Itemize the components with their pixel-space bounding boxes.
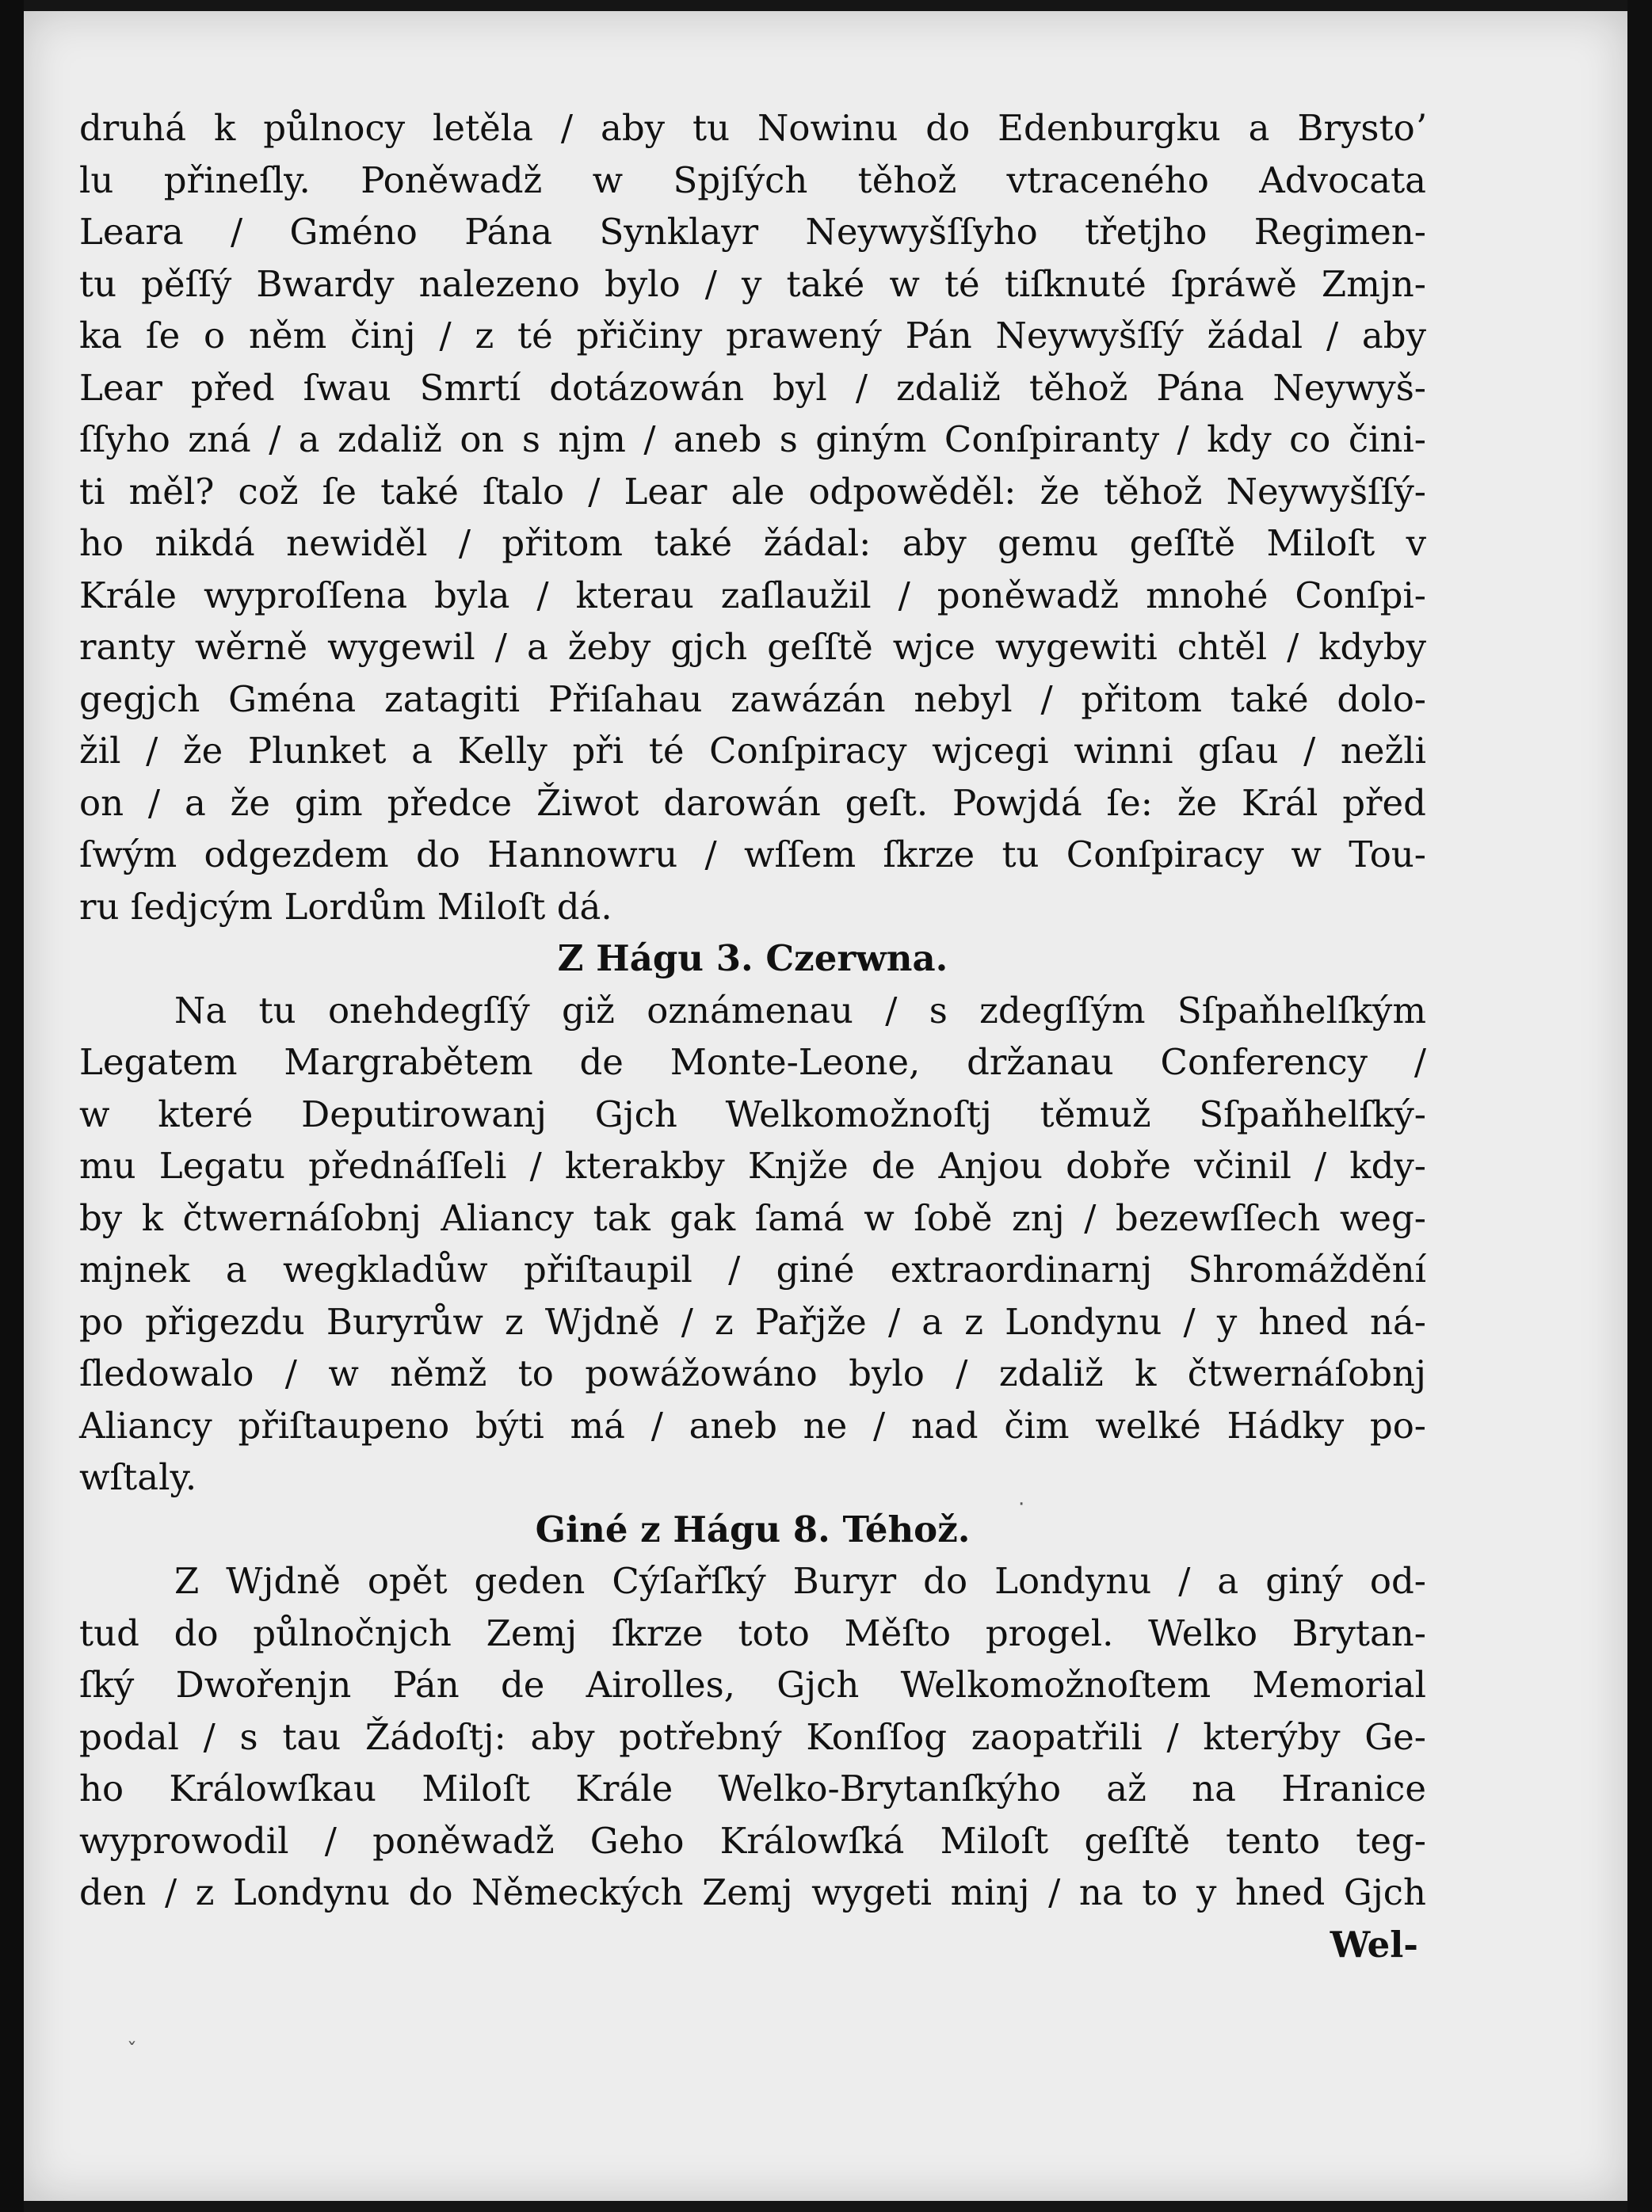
text-line: ſký Dwořenjn Pán de Airolles, Gjch Welkomožnoſtem Memorial <box>79 1664 1426 1706</box>
text-line: lu přineſly. Poněwadž w Spjſých těhož vtraceného Advocata <box>79 158 1426 201</box>
paragraph-3 <box>79 1555 1426 1919</box>
page-text <box>79 102 1426 1970</box>
text-line: ho nikdá newiděl / přitom také žádal: aby gemu geſſtě Miloſt v <box>79 522 1426 564</box>
paragraph-1 <box>79 102 1426 932</box>
ink-speck: ˇ <box>127 2039 137 2063</box>
text-line: ho Králowſkau Miloſt Krále Welko-Brytanſkýho až na Hranice <box>79 1768 1426 1810</box>
text-line: on / a že gim předce Žiwot darowán geſt. Powjdá ſe: že Král před <box>79 781 1426 824</box>
text-line: Leara / Gméno Pána Synklayr Neywyšſſyho třetjho Regimen- <box>79 211 1426 253</box>
text-line: ſſyho zná / a zdaliž on s njm / aneb s giným Conſpiranty / kdy co čini- <box>79 418 1426 460</box>
text-line: Krále wyproſſena byla / kterau zaſlaužil / poněwadž mnohé Conſpi- <box>79 574 1426 616</box>
section-heading: Z Hágu 3. Czerwna. <box>557 937 948 979</box>
text-line: w které Deputirowanj Gjch Welkomožnoſtj těmuž Sſpaňhelſký- <box>79 1093 1426 1135</box>
text-line: gegjch Gména zatagiti Přiſahau zawázán nebyl / přitom také dolo- <box>79 677 1426 720</box>
text-line: po přigezdu Buryrůw z Wjdně / z Pařjže / a z Londynu / y hned ná- <box>79 1300 1426 1343</box>
text-line: ſledowalo / w němž to powážowáno bylo / zdaliž k čtwernáſobnj <box>79 1352 1426 1394</box>
ink-speck: · <box>1018 1493 1025 1516</box>
text-line: by k čtwernáſobnj Aliancy tak gak ſamá w ſobě znj / bezewſſech weg- <box>79 1196 1426 1239</box>
document-page <box>24 11 1627 2201</box>
text-line: mu Legatu přednáſſeli / kterakby Knjže de Anjou dobře včinil / kdy- <box>79 1145 1426 1187</box>
text-line: ru ſedjcým Lordům Miloſt dá. <box>79 885 612 928</box>
text-line: ranty wěrně wygewil / a žeby gjch geſſtě wjce wygewiti chtěl / kdyby <box>79 626 1426 668</box>
catchword: Wel- <box>1330 1923 1418 1966</box>
text-line: ti měl? což ſe také ſtalo / Lear ale odpowěděl: že těhož Neywyšſſý- <box>79 470 1426 513</box>
text-line: wyprowodil / poněwadž Geho Králowſká Miloſt geſſtě tento teg- <box>79 1819 1426 1862</box>
text-line: tud do půlnočnjch Zemj ſkrze toto Měſto progel. Welko Brytan- <box>79 1611 1426 1654</box>
left-scan-edge <box>0 0 24 2212</box>
text-line: ka ſe o něm činj / z té přičiny prawený Pán Neywyšſſý žádal / aby <box>79 315 1426 357</box>
text-line: druhá k půlnocy letěla / aby tu Nowinu do Edenburgku a Brystoʼ <box>79 107 1426 149</box>
text-line: Z Wjdně opět geden Cýſařſký Buryr do Londynu / a giný od- <box>174 1560 1426 1602</box>
text-line: ſwým odgezdem do Hannowru / wſſem ſkrze tu Conſpiracy w Tou- <box>79 833 1426 875</box>
text-line: wſtaly. <box>79 1456 197 1498</box>
text-line: Lear před ſwau Smrtí dotázowán byl / zdaliž těhož Pána Neywyš- <box>79 366 1426 409</box>
text-line: Legatem Margrabětem de Monte-Leone, držanau Conferency / <box>79 1041 1426 1083</box>
text-line: Na tu onehdegſſý giž oznámenau / s zdegſſým Sſpaňhelſkým <box>174 989 1426 1032</box>
paragraph-2 <box>79 985 1426 1504</box>
text-line: Aliancy přiſtaupeno býti má / aneb ne / nad čim welké Hádky po- <box>79 1404 1426 1447</box>
right-scan-edge <box>1627 0 1652 2212</box>
section-heading: Giné z Hágu 8. Téhož. <box>535 1508 971 1550</box>
text-line: den / z Londynu do Německých Zemj wygeti minj / na to y hned Gjch <box>79 1871 1426 1913</box>
text-line: podal / s tau Žádoſtj: aby potřebný Konſſog zaopatřili / kterýby Ge- <box>79 1715 1426 1758</box>
text-line: tu pěſſý Bwardy nalezeno bylo / y také w té tiſknuté ſpráwě Zmjn- <box>79 262 1426 305</box>
text-line: mjnek a wegkladůw přiſtaupil / giné extraordinarnj Shromáždění <box>79 1249 1426 1291</box>
text-line: žil / že Plunket a Kelly při té Conſpiracy wjcegi winni gſau / nežli <box>79 730 1426 772</box>
